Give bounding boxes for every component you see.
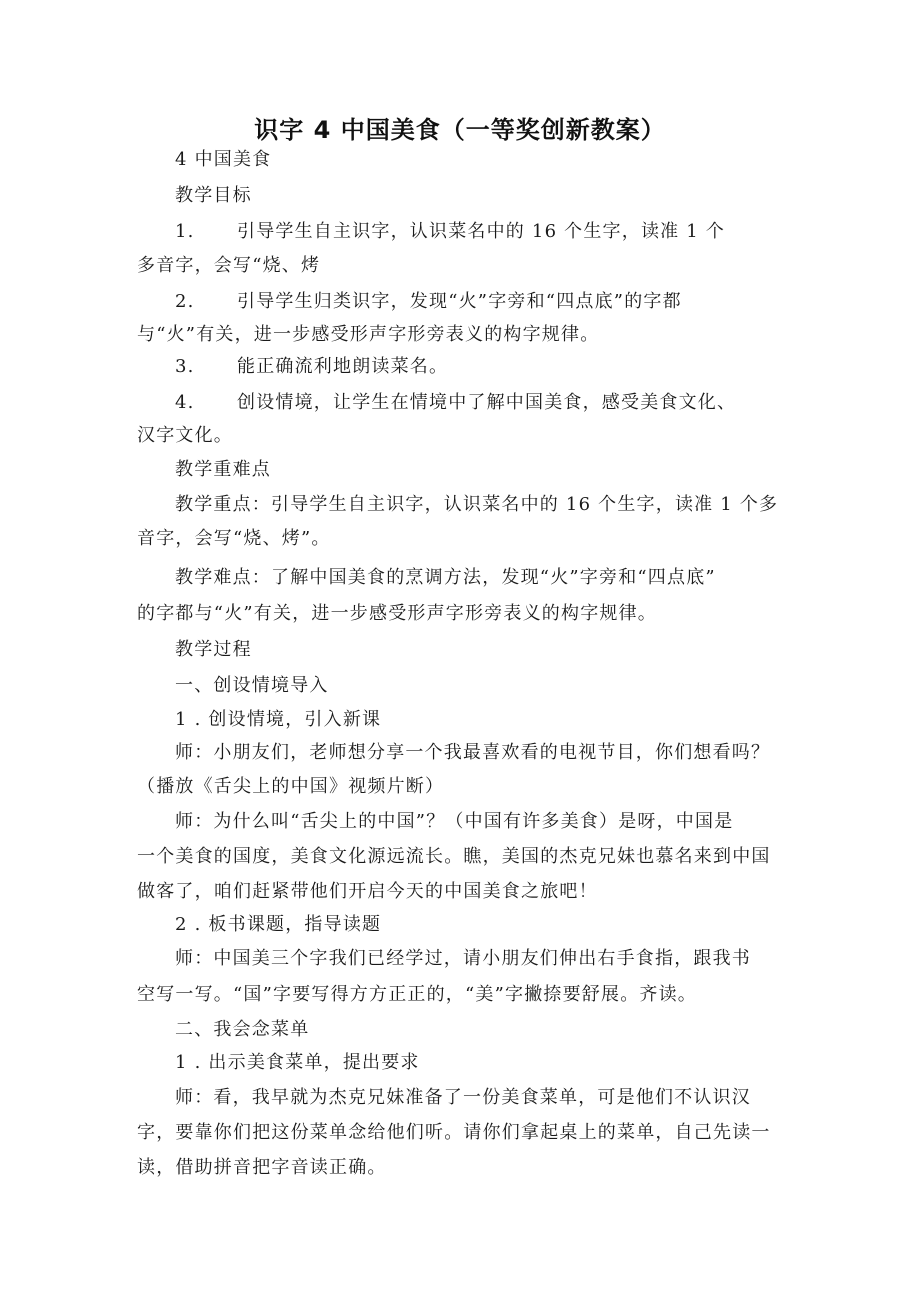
text-line: 音字，会写“烧、烤”。: [137, 528, 331, 549]
subsection-heading: 1 . 出示美食菜单，提出要求: [175, 1052, 420, 1073]
text-line: 一个美食的国度，美食文化源远流长。瞧，美国的杰克兄妹也慕名来到中国: [137, 846, 771, 867]
subsection-heading: 二、我会念菜单: [175, 1019, 310, 1040]
list-text: 创设情境，让学生在情境中了解中国美食，感受美食文化、: [237, 392, 737, 413]
text-line: 师：中国美三个字我们已经学过，请小朋友们伸出右手食指，跟我书: [175, 948, 751, 969]
text-line: 师：为什么叫“舌尖上的中国”？（中国有许多美食）是呀，中国是: [175, 811, 734, 832]
objective-item-2: [175, 290, 682, 314]
objective-item-4: [175, 391, 736, 415]
text-line: 师：小朋友们，老师想分享一个我最喜欢看的电视节目，你们想看吗？: [175, 742, 771, 763]
text-line: 汉字文化。: [137, 425, 233, 446]
text-line: 读，借助拼音把字音读正确。: [137, 1157, 387, 1178]
subsection-heading: 一、创设情境导入: [175, 675, 329, 696]
list-number: 1.: [175, 221, 195, 242]
list-number: 4.: [175, 392, 195, 413]
section-heading-process: 教学过程: [175, 639, 252, 660]
text-line: 师：看，我早就为杰克兄妹准备了一份美食菜单，可是他们不认识汉: [175, 1087, 751, 1108]
list-text: 引导学生归类识字，发现“火”字旁和“四点底”的字都: [237, 291, 682, 312]
text-line: 字，要靠你们把这份菜单念给他们听。请你们拿起桌上的菜单，自己先读一: [137, 1122, 771, 1143]
subsection-heading: 2 . 板书课题，指导读题: [175, 914, 382, 935]
section-heading-objectives: 教学目标: [175, 185, 252, 206]
subsection-heading: 1 . 创设情境，引入新课: [175, 709, 382, 730]
text-line: 空写一写。“国”字要写得方方正正的，“美”字撇捺要舒展。齐读。: [137, 984, 698, 1005]
section-heading-key-points: 教学重难点: [175, 459, 271, 480]
document-title: 识字 4 中国美食（一等奖创新教案）: [254, 116, 666, 144]
text-line: 多音字，会写“烧、烤: [137, 255, 321, 276]
list-number: 3.: [175, 356, 195, 377]
text-line: 教学难点：了解中国美食的烹调方法，发现“火”字旁和“四点底”: [175, 567, 716, 588]
text-line: 与“火”有关，进一步感受形声字形旁表义的构字规律。: [137, 324, 600, 345]
list-text: 引导学生自主识字，认识菜名中的 16 个生字，读准 1 个: [237, 221, 726, 242]
objective-item-3: [175, 355, 448, 379]
text-line: （播放《舌尖上的中国》视频片断）: [137, 776, 445, 797]
objective-item-1: [175, 220, 725, 244]
text-line: 教学重点：引导学生自主识字，认识菜名中的 16 个生字，读准 1 个多: [175, 494, 779, 515]
text-line: 的字都与“火”有关，进一步感受形声字形旁表义的构字规律。: [137, 603, 658, 624]
text-line: 做客了，咱们赶紧带他们开启今天的中国美食之旅吧！: [137, 881, 598, 902]
lesson-heading: 4 中国美食: [175, 149, 272, 170]
list-number: 2.: [175, 291, 195, 312]
list-text: 能正确流利地朗读菜名。: [237, 356, 449, 377]
